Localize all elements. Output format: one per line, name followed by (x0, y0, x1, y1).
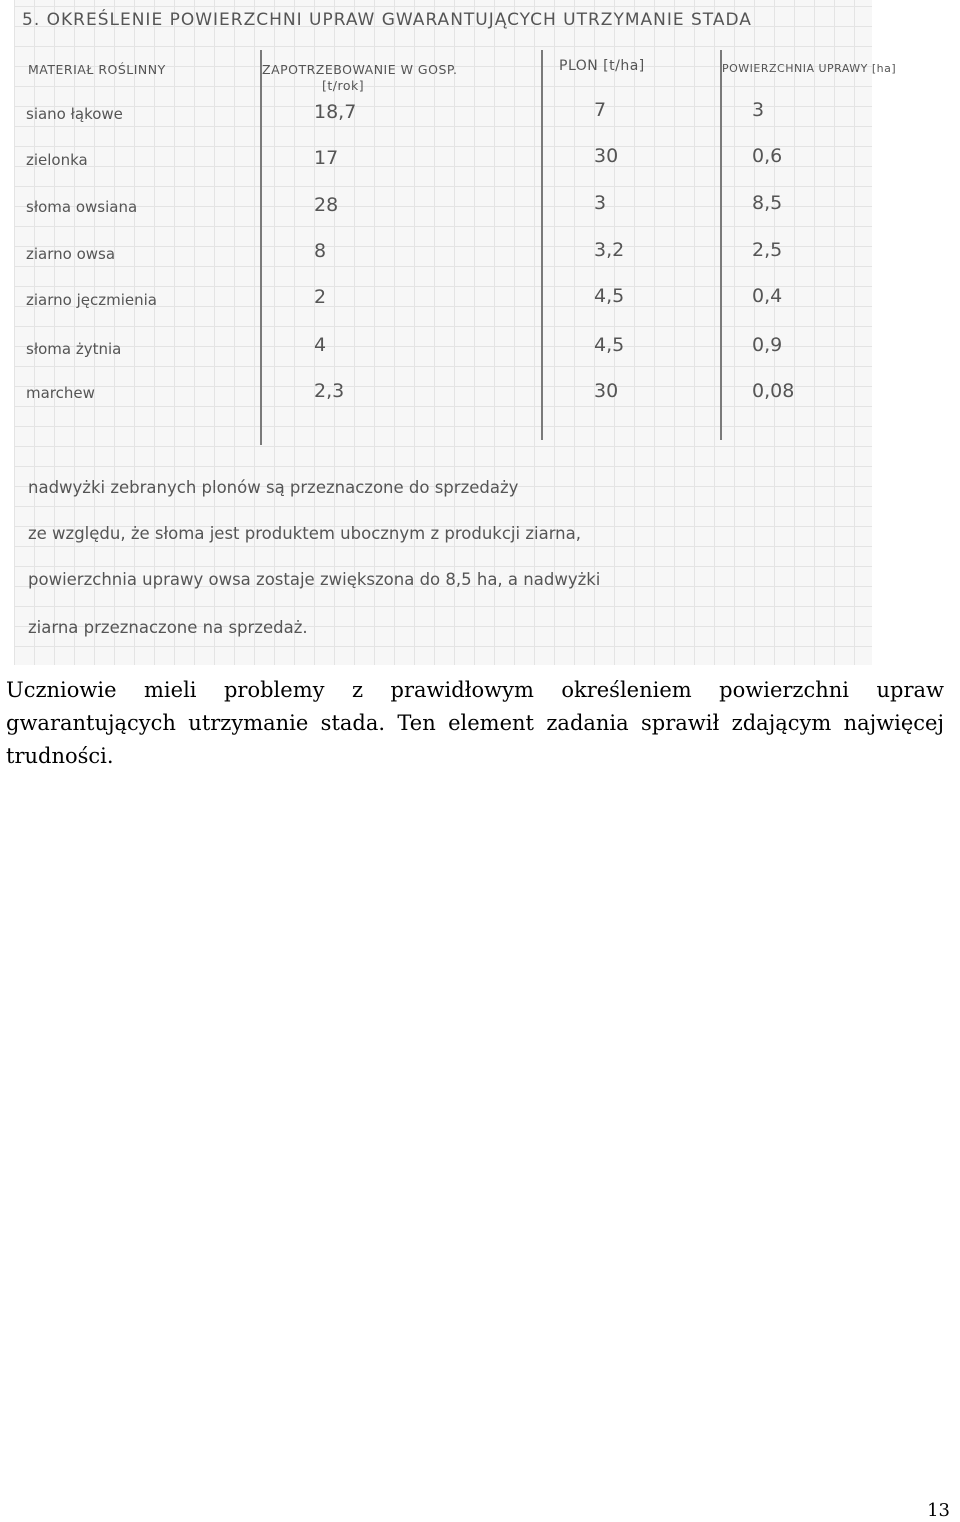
row-2-yield: 3 (594, 192, 607, 214)
row-3-area: 2,5 (752, 239, 783, 261)
page-number: 13 (927, 1500, 950, 1521)
header-yield: PLON [t/ha] (559, 58, 645, 74)
row-6-demand: 2,3 (314, 380, 345, 402)
column-divider (260, 50, 262, 445)
row-2-name: słoma owsiana (26, 198, 138, 216)
row-1-yield: 30 (594, 145, 619, 167)
row-4-demand: 2 (314, 286, 327, 308)
row-1-demand: 17 (314, 147, 339, 169)
row-2-area: 8,5 (752, 192, 783, 214)
column-divider (720, 50, 722, 440)
row-0-yield: 7 (594, 99, 607, 121)
note-line-4: ziarna przeznaczone na sprzedaż. (28, 618, 308, 637)
row-5-name: słoma żytnia (26, 340, 122, 358)
row-4-area: 0,4 (752, 285, 783, 307)
row-5-area: 0,9 (752, 334, 783, 356)
note-line-1: nadwyżki zebranych plonów są przeznaczone do sprzedaży (28, 478, 519, 497)
row-5-demand: 4 (314, 334, 327, 356)
header-material: MATERIAŁ ROŚLINNY (28, 62, 166, 77)
row-6-name: marchew (26, 384, 95, 402)
row-0-demand: 18,7 (314, 101, 357, 123)
row-0-area: 3 (752, 99, 765, 121)
header-area: POWIERZCHNIA UPRAWY [ha] (722, 62, 897, 75)
row-3-yield: 3,2 (594, 239, 625, 261)
row-2-demand: 28 (314, 194, 339, 216)
row-4-yield: 4,5 (594, 285, 625, 307)
row-3-name: ziarno owsa (26, 245, 116, 263)
row-4-name: ziarno jęczmienia (26, 291, 157, 309)
header-demand (262, 62, 457, 94)
row-5-yield: 4,5 (594, 334, 625, 356)
row-6-area: 0,08 (752, 380, 795, 402)
handwritten-answer-scan (14, 0, 897, 665)
row-1-area: 0,6 (752, 145, 783, 167)
row-0-name: siano łąkowe (26, 105, 123, 123)
row-6-yield: 30 (594, 380, 619, 402)
report-caption: Uczniowie mieli problemy z prawidłowym określeniem powierzchni upraw gwarantujących utrzymanie stada. Ten element zadania sprawił zdającym najwięcej trudności. (6, 678, 944, 768)
note-line-2: ze względu, że słoma jest produktem ubocznym z produkcji ziarna, (28, 524, 581, 543)
header-demand-label: ZAPOTRZEBOWANIE W GOSP. (262, 62, 458, 77)
note-line-3: powierzchnia uprawy owsa zostaje zwiększona do 8,5 ha, a nadwyżki (28, 570, 601, 589)
row-3-demand: 8 (314, 240, 327, 262)
task-title: 5. OKREŚLENIE POWIERZCHNI UPRAW GWARANTUJĄCYCH UTRZYMANIE STADA (22, 10, 752, 30)
header-demand-unit: [t/rok] (322, 78, 365, 93)
row-1-name: zielonka (26, 151, 88, 169)
column-divider (541, 50, 543, 440)
